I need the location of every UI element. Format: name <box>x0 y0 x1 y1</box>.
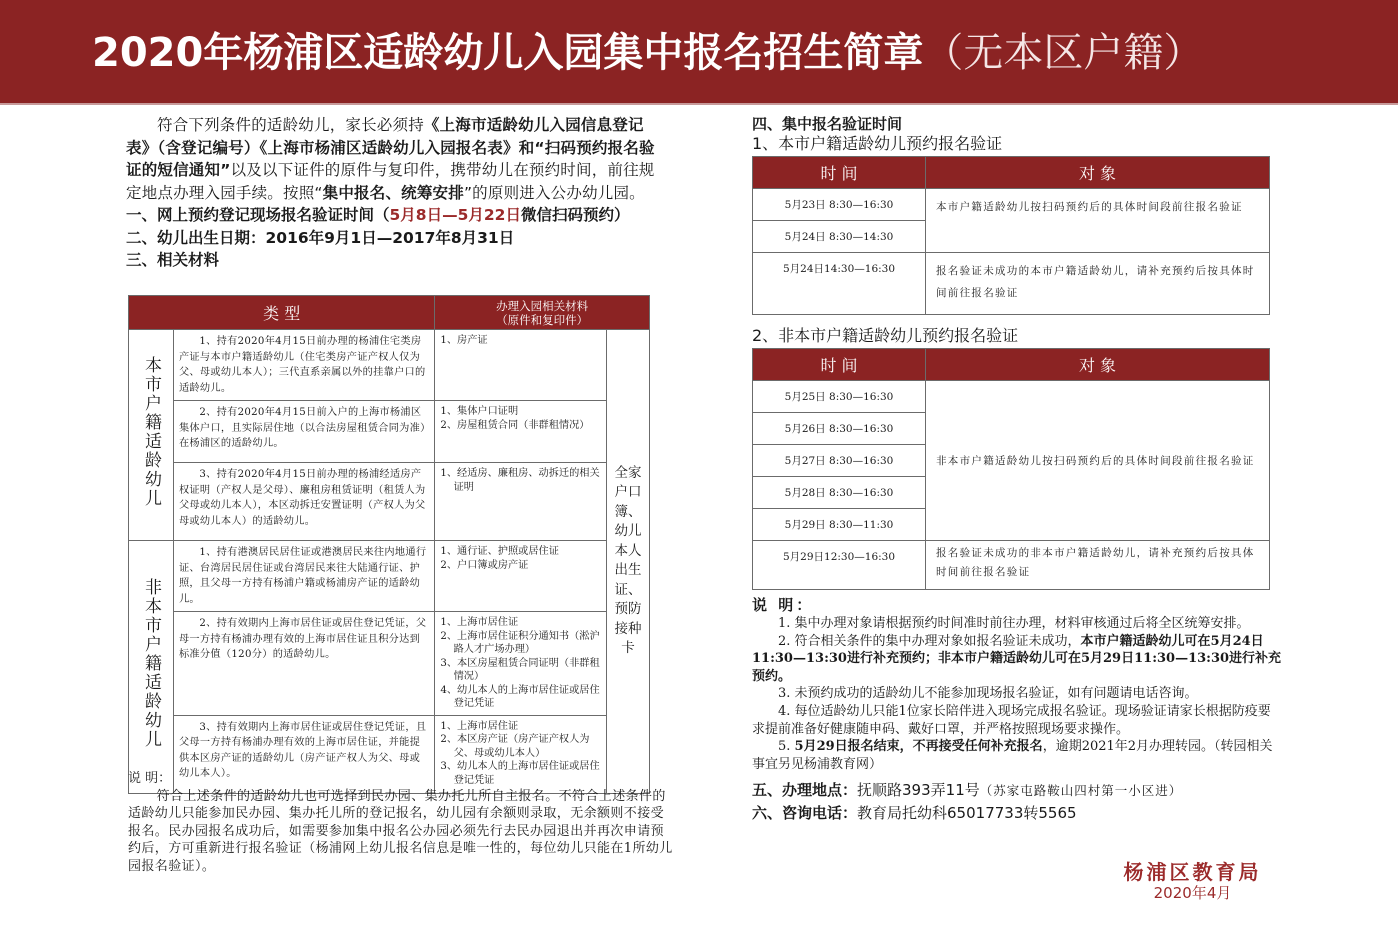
note-item-5-text-end: ，逾期2021年2月办理转园。（转园相关事宜另见杨浦教育网） <box>752 739 1273 772</box>
time-cell: 5月23日 8:30—16:30 <box>753 189 926 221</box>
banner-divider <box>0 103 1398 105</box>
header-type: 类 型 <box>129 296 435 330</box>
requirements-cell <box>435 463 607 541</box>
contact-info <box>752 779 1282 824</box>
location-line <box>752 779 1282 802</box>
schedule-header-row <box>753 349 1270 381</box>
left-column <box>126 114 656 272</box>
requirement-item: 1、通行证、护照或居住证 <box>440 546 559 557</box>
page-title <box>92 28 1203 78</box>
header-requirements-line1: 办理入园相关材料 <box>496 298 589 313</box>
requirement-item: 2、房屋租赁合同（非群租情况） <box>440 419 590 431</box>
table-row <box>129 401 650 463</box>
section-1-heading <box>126 204 656 227</box>
intro-text-3: ”的原则进入公办幼儿园。 <box>463 183 645 202</box>
requirement-item: 1、集体户口证明 <box>440 406 519 417</box>
note-item-1: 1. 集中办理对象请根据预约时间准时前往办理，材料审核通过后将全区统筹安排。 <box>778 616 1250 631</box>
requirements-cell <box>435 612 607 716</box>
requirements-cell <box>435 541 607 612</box>
table-row <box>129 612 650 716</box>
schedule-header-row <box>753 157 1270 189</box>
header-target: 对 象 <box>926 157 1270 189</box>
requirement-item: 2、上海市居住证积分通知书（淞沪路人才广场办理） <box>440 630 600 655</box>
table-row <box>753 253 1270 315</box>
intro-text-2: 以及以下证件的原件与复印件，携带幼儿在预约时间，前往规定地点办理入园手续。按照“ <box>126 161 655 202</box>
section-1-dates: 5月8日—5月22日 <box>389 206 521 224</box>
section-4-heading: 四、集中报名验证时间 <box>752 115 903 133</box>
time-cell: 5月29日 8:30—11:30 <box>753 509 926 541</box>
table-row <box>753 189 1270 221</box>
intro-bold-1: 《上海市适龄幼儿入园信息登记表》（含登记编号）《上海市杨浦区适龄幼儿入园报名表》和“扫码预约报名验证的短信通知” <box>126 116 655 179</box>
note-item-5 <box>752 738 1282 773</box>
time-cell: 5月26日 8:30—16:30 <box>753 413 926 445</box>
header-requirements <box>435 296 650 330</box>
header-time: 时 间 <box>753 157 926 189</box>
section-3-heading: 三、相关材料 <box>126 251 220 269</box>
all-documents-text: 全家户口簿、幼儿本人出生证、预防接种卡 <box>614 464 642 657</box>
category-label: 非本市户籍适龄幼儿 <box>140 578 161 750</box>
table-row <box>129 541 650 612</box>
time-cell: 5月29日12:30—16:30 <box>753 541 926 590</box>
table-row <box>129 330 650 401</box>
condition-cell: 2、持有效期内上海市居住证或居住登记凭证，父母一方持有杨浦办理有效的上海市居住证且积分达到标准分值（120分）的适龄幼儿。 <box>173 612 434 716</box>
right-note-heading: 说 明： <box>752 596 815 614</box>
section-1-text-end: 微信扫码预约） <box>520 206 630 224</box>
target-cell: 报名验证未成功的非本市户籍适龄幼儿，请补充预约后按具体时间前往报名验证 <box>926 541 1270 590</box>
condition-cell: 3、持有效期内上海市居住证或居住登记凭证，且父母一方持有杨浦办理有效的上海市居住证，并能提供本区房产证的适龄幼儿（房产证产权人为父、母或幼儿本人）。 <box>173 715 434 793</box>
target-cell: 非本市户籍适龄幼儿按扫码预约后的具体时间段前往报名验证 <box>926 381 1270 541</box>
target-cell: 本市户籍适龄幼儿按扫码预约后的具体时间段前往报名验证 <box>926 189 1270 253</box>
note-item-2 <box>752 633 1282 686</box>
location-note: （苏家屯路鞍山四村第一小区进） <box>979 783 1183 799</box>
category-local <box>129 330 174 541</box>
location-value: 抚顺路393弄11号 <box>857 781 980 800</box>
title-main: 2020年杨浦区适龄幼儿入园集中报名招生简章 <box>92 30 924 76</box>
note-item-2-text: 2. 符合相关条件的集中办理对象如报名验证未成功， <box>778 633 1081 649</box>
requirement-item: 3、幼儿本人的上海市居住证或居住登记凭证 <box>440 761 600 786</box>
left-note-body: 符合上述条件的适龄幼儿也可选择到民办园、集办托儿所自主报名。不符合上述条件的适龄幼儿只能参加民办园、集办托儿所的登记报名，幼儿园有余额则录取，无余额则不接受报名。民办园报名成功后，如需要参加集中报名公办园必须先行去民办园退出并再次申请预约后，方可重新进行报名验证（杨浦网上幼儿报名信息是唯一性的，每位幼儿只能在1所幼儿园报名验证）。 <box>128 788 673 874</box>
right-column <box>752 114 1282 824</box>
title-sub: （无本区户籍） <box>923 30 1204 76</box>
schedule-2-title: 2、非本市户籍适龄幼儿预约报名验证 <box>752 326 1019 345</box>
phone-line <box>752 802 1282 824</box>
requirement-item: 4、幼儿本人的上海市居住证或居住登记凭证 <box>440 684 600 709</box>
schedule-1-title: 1、本市户籍适龄幼儿预约报名验证 <box>752 134 1003 153</box>
time-cell: 5月28日 8:30—16:30 <box>753 477 926 509</box>
requirements-cell <box>435 401 607 463</box>
requirement-item: 2、户口簿或房产证 <box>440 559 529 571</box>
section-1-text: 一、网上预约登记现场报名验证时间（ <box>126 206 390 224</box>
left-note-heading: 说 明： <box>128 771 172 786</box>
condition-cell: 1、持有2020年4月15日前办理的杨浦住宅类房产证与本市户籍适龄幼儿（住宅类房产证产权人仅为父、母或幼儿本人）；三代直系亲属以外的挂靠户口的适龄幼儿。 <box>173 330 434 401</box>
note-item-5-text: 5. <box>778 739 795 755</box>
header-time: 时 间 <box>753 349 926 381</box>
requirement-item: 1、房产证 <box>440 335 488 346</box>
requirement-item: 1、上海市居住证 <box>440 720 519 732</box>
requirements-cell <box>435 330 607 401</box>
time-cell: 5月24日14:30—16:30 <box>753 253 926 315</box>
note-item-5-bold: 5月29日报名结束，不再接受任何补充报名 <box>794 739 1043 755</box>
issuer-name: 杨浦区教育局 <box>1123 860 1262 884</box>
table-row <box>753 381 1270 413</box>
left-note <box>128 770 673 875</box>
intro-bold-2: 集中报名、统筹安排 <box>322 183 464 202</box>
time-cell: 5月24日 8:30—14:30 <box>753 221 926 253</box>
schedule-table-nonlocal <box>752 348 1270 590</box>
phone-value: 教育局托幼科65017733转5565 <box>857 804 1077 823</box>
intro-paragraph <box>126 114 656 204</box>
phone-label: 六、咨询电话： <box>752 804 858 823</box>
requirement-item: 1、上海市居住证 <box>440 617 519 628</box>
materials-header-row <box>129 296 650 330</box>
condition-cell: 3、持有2020年4月15日前办理的杨浦经适房产权证明（产权人是父母）、廉租房租赁证明（租赁人为父母或幼儿本人），本区动拆迁安置证明（产权人为父母或幼儿本人）的适龄幼儿。 <box>173 463 434 541</box>
category-nonlocal <box>129 541 174 794</box>
issue-date: 2020年4月 <box>1153 884 1232 902</box>
condition-cell: 1、持有港澳居民居住证或港澳居民来往内地通行证、台湾居民居住证或台湾居民来往大陆通行证、护照，且父母一方持有杨浦户籍或杨浦房产证的适龄幼儿。 <box>173 541 434 612</box>
requirement-item: 3、本区房屋租赁合同证明（非群租情况） <box>440 657 600 682</box>
requirement-item: 2、本区房产证（房产证产权人为父、母或幼儿本人） <box>440 734 590 759</box>
table-row <box>129 463 650 541</box>
materials-table <box>128 295 650 794</box>
requirement-item: 1、经适房、廉租房、动拆迁的相关证明 <box>440 468 600 493</box>
title-banner <box>0 0 1398 103</box>
right-note <box>752 595 1282 773</box>
table-row <box>753 541 1270 590</box>
section-2-heading: 二、幼儿出生日期：2016年9月1日—2017年8月31日 <box>126 228 515 247</box>
target-cell: 报名验证未成功的本市户籍适龄幼儿，请补充预约后按具体时间前往报名验证 <box>926 253 1270 315</box>
location-label: 五、办理地点： <box>752 781 858 800</box>
note-item-4: 4. 每位适龄幼儿只能1位家长陪伴进入现场完成报名验证。现场验证请家长根据防疫要求提前准备好健康随申码、戴好口罩，并严格按照现场要求操作。 <box>752 703 1271 737</box>
header-requirements-line2: （原件和复印件） <box>496 312 589 327</box>
note-item-2-bold: 本市户籍适龄幼儿可在5月24日11:30—13:30进行补充预约；非本市户籍适龄幼儿可在5月29日11:30—13:30进行补充预约。 <box>752 633 1282 684</box>
intro-text-1: 符合下列条件的适龄幼儿，家长必须持 <box>157 116 424 134</box>
signature-block <box>1105 860 1280 902</box>
category-label: 本市户籍适龄幼儿 <box>140 356 161 508</box>
condition-cell: 2、持有2020年4月15日前入户的上海市杨浦区集体户口，且实际居住地（以合法房屋租赁合同为准）在杨浦区的适龄幼儿。 <box>173 401 434 463</box>
time-cell: 5月27日 8:30—16:30 <box>753 445 926 477</box>
time-cell: 5月25日 8:30—16:30 <box>753 381 926 413</box>
all-documents-cell <box>607 330 650 794</box>
header-target: 对 象 <box>926 349 1270 381</box>
schedule-table-local <box>752 156 1270 315</box>
note-item-3: 3. 未预约成功的适龄幼儿不能参加现场报名验证，如有问题请电话咨询。 <box>778 686 1198 702</box>
